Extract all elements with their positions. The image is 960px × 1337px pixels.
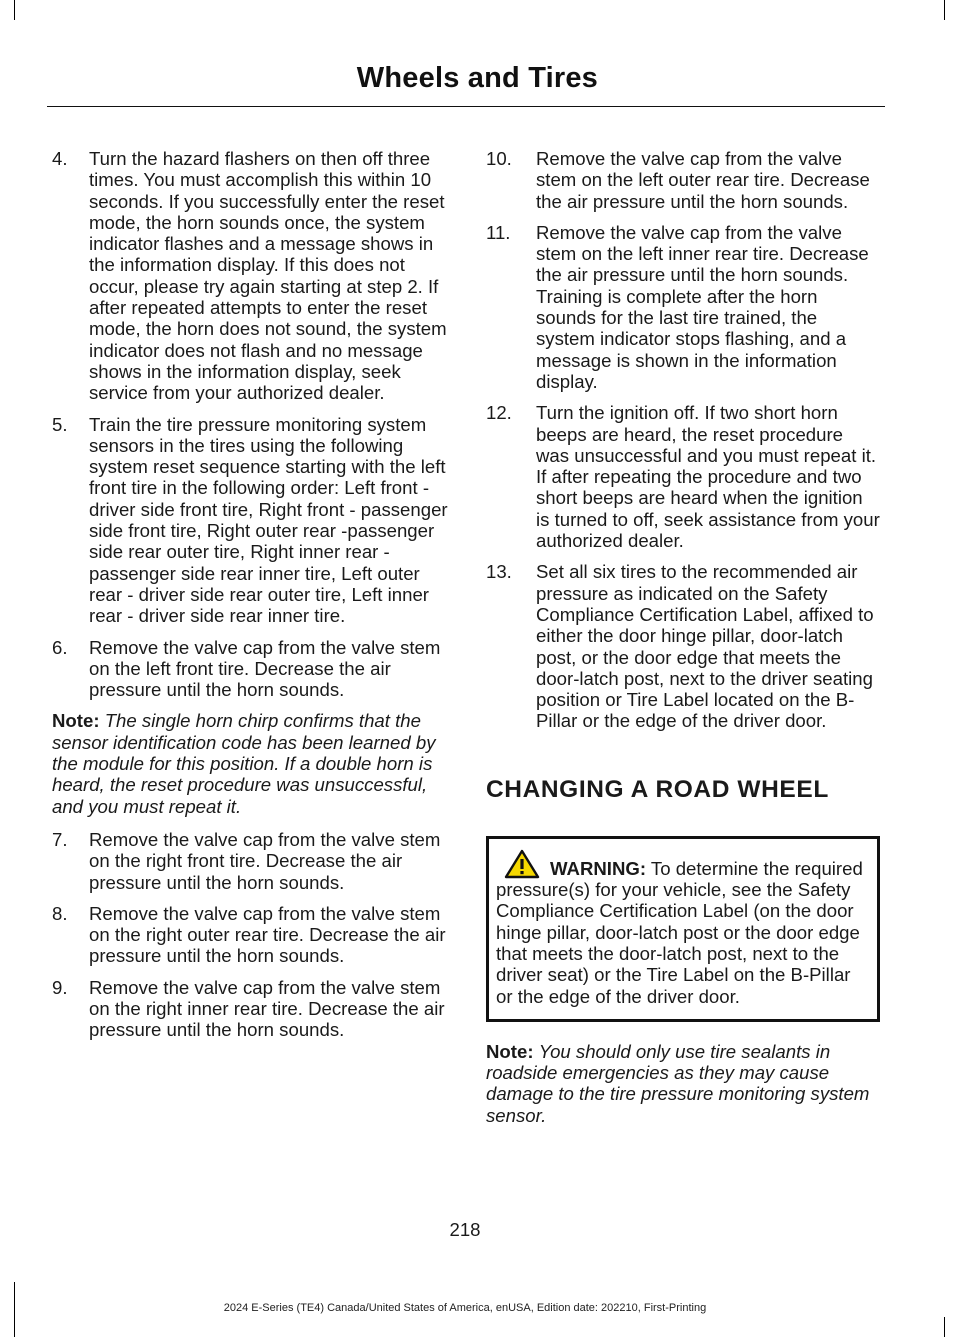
step-text: Remove the valve cap from the valve stem on the left outer rear tire. Decrease the air pressure until the horn sounds. <box>536 148 870 212</box>
crop-mark <box>944 1317 945 1337</box>
step-text: Train the tire pressure monitoring system sensors in the tires using the following system reset sequence starting with the left front tire in the following order: Left front - driver side front tire, Right front - passenger side front tire, Right outer rear -passenger side rear outer tire, Right inner rear - passenger side rear inner tire, Left outer rear - driver side rear outer tire, Left inner rear - driver side rear inner tire. <box>89 413 448 627</box>
step-number: 4. <box>52 148 68 169</box>
step-text: Remove the valve cap from the valve stem on the right front tire. Decrease the air pressure until the horn sounds. <box>89 828 441 893</box>
section-heading: CHANGING A ROAD WHEEL <box>486 775 829 803</box>
step-text: Remove the valve cap from the valve stem on the left front tire. Decrease the air pressure until the horn sounds. <box>89 636 441 701</box>
note <box>486 1041 880 1126</box>
footer-edition: 2024 E-Series (TE4) Canada/United States of America, enUSA, Edition date: 202210, First-Printing <box>223 1302 707 1314</box>
note-label: Note: <box>486 1040 534 1062</box>
note-text: You should only use tire sealants in roadside emergencies as they may cause damage to the tire pressure monitoring system sensor. <box>486 1040 870 1126</box>
list-item <box>486 402 880 551</box>
crop-mark <box>944 0 945 20</box>
step-text: Turn the hazard flashers on then off three times. You must accomplish this within 10 seconds. If you successfully enter the reset mode, the horn sounds once, the system indicator flashes and a message shows in the information display. If this does not occur, please try again starting at step 2. If after repeated attempts to enter the reset mode, the horn does not sound, the system indicator does not flash and no message shows in the information display, seek service from your authorized dealer. <box>89 148 447 404</box>
step-number: 10. <box>486 148 512 169</box>
list-item <box>52 414 448 627</box>
step-number: 6. <box>52 636 68 658</box>
crop-mark <box>14 0 15 20</box>
left-column <box>52 148 448 1051</box>
list-item <box>52 148 448 404</box>
warning-triangle-icon <box>504 849 540 879</box>
list-item <box>52 977 448 1041</box>
note-text: The single horn chirp confirms that the sensor identification code has been learned by the module for this position. If a double horn is heard, the reset procedure was unsuccessful, and you must repeat it. <box>52 710 436 817</box>
step-text: Turn the ignition off. If two short horn beeps are heard, the reset procedure was unsuccessful and you must repeat it. If after repeating the procedure and two short beeps are heard when the ignition is turned to off, seek assistance from your authorized dealer. <box>536 402 880 552</box>
note <box>52 710 448 816</box>
right-column <box>486 148 880 1136</box>
list-item <box>486 561 880 731</box>
steps-list-c <box>486 148 880 732</box>
warning-text: To determine the required pressure(s) for your vehicle, see the Safety Compliance Certification Label (on the door hinge pillar, door-latch post or the door edge that meets the door-latch post, next to the driver seat) or the Tire Label on the B-Pillar or the edge of the driver door. <box>496 857 863 1007</box>
step-number: 13. <box>486 561 512 583</box>
page-number: 218 <box>449 1219 481 1240</box>
step-number: 5. <box>52 413 68 435</box>
step-number: 7. <box>52 828 68 850</box>
header-divider <box>47 106 885 107</box>
steps-list-a <box>52 148 448 700</box>
list-item <box>52 829 448 893</box>
page-title: Wheels and Tires <box>356 62 598 94</box>
warning-label: WARNING: <box>550 857 647 879</box>
list-item <box>52 903 448 967</box>
steps-list-b <box>52 829 448 1041</box>
list-item <box>486 222 880 392</box>
list-item <box>486 148 880 212</box>
step-number: 11. <box>486 221 511 243</box>
step-number: 12. <box>486 402 512 424</box>
step-number: 9. <box>52 976 68 998</box>
note-label: Note: <box>52 710 100 732</box>
warning-box <box>486 836 880 1022</box>
step-text: Set all six tires to the recommended air pressure as indicated on the Safety Compliance Certification Label, affixed to either the door hinge pillar, door-latch post, or the door edge that meets the door-latch post, next to the driver seating position or Tire Label located on the B-Pillar or the edge of the driver door. <box>536 561 874 732</box>
list-item <box>52 637 448 701</box>
step-text: Remove the valve cap from the valve stem on the right outer rear tire. Decrease the air pressure until the horn sounds. <box>89 902 446 967</box>
step-text: Remove the valve cap from the valve stem on the right inner rear tire. Decrease the air pressure until the horn sounds. <box>89 976 445 1041</box>
step-number: 8. <box>52 902 68 924</box>
step-text: Remove the valve cap from the valve stem on the left inner rear tire. Decrease the air pressure until the horn sounds. Training is complete after the horn sounds for the last tire trained, the system indicator stops flashing, and a message is shown in the information display. <box>536 221 869 392</box>
